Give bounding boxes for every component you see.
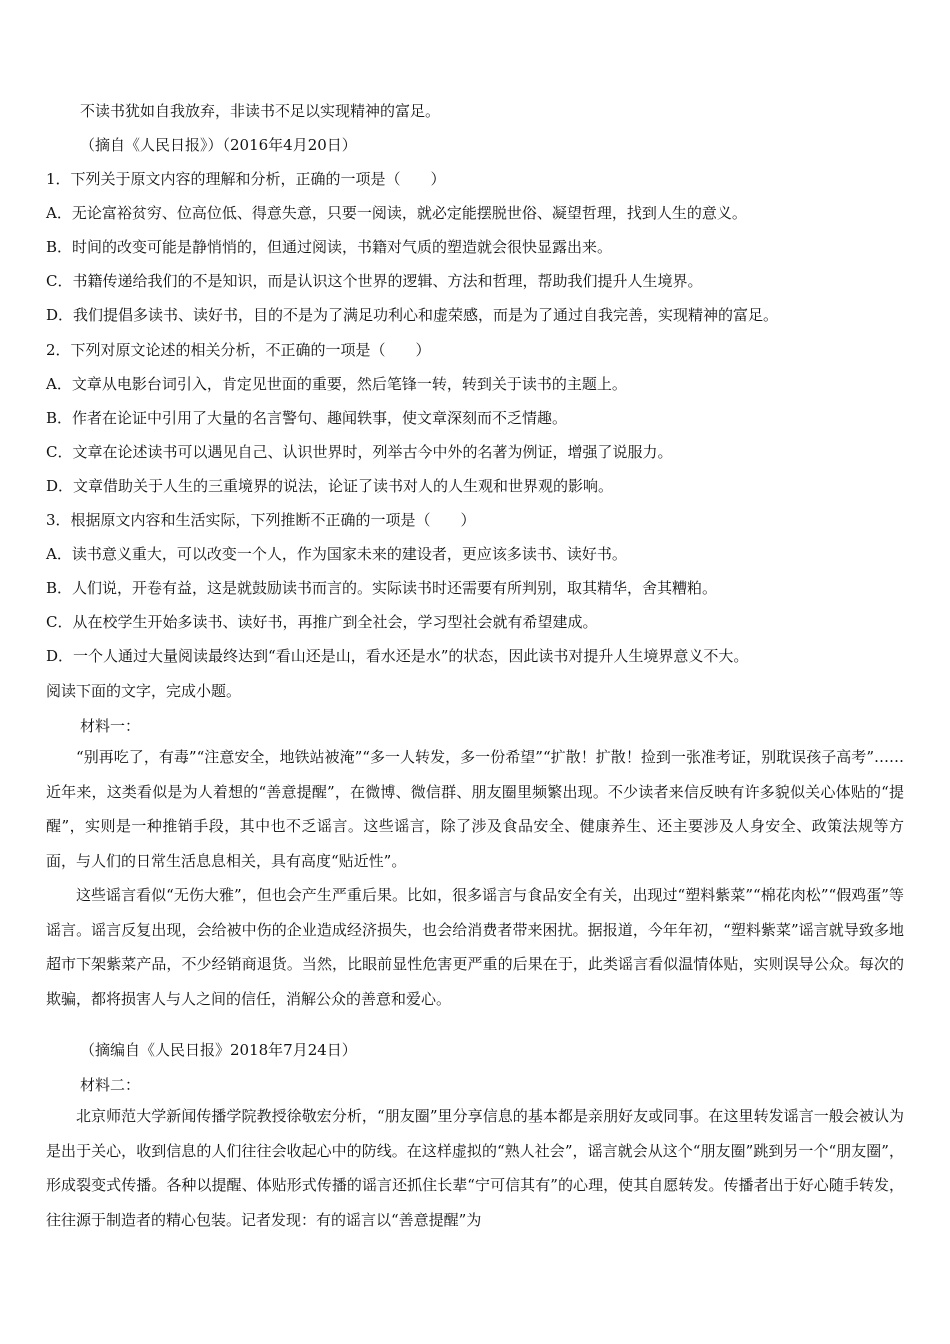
material-2-heading: 材料二： — [80, 1076, 141, 1094]
question-1-stem: 1．下列关于原文内容的理解和分析，正确的一项是（ ） — [46, 170, 446, 188]
question-1-option-b: B．时间的改变可能是静悄悄的，但通过阅读，书籍对气质的塑造就会很快显露出来。 — [46, 238, 613, 256]
question-2-option-a: A．文章从电影台词引入，肯定见世面的重要，然后笔锋一转，转到关于读书的主题上。 — [46, 375, 627, 393]
question-2-option-b: B．作者在论证中引用了大量的名言警句、趣闻轶事，使文章深刻而不乏情趣。 — [46, 409, 568, 427]
question-3-option-d: D．一个人通过大量阅读最终达到“看山还是山，看水还是水”的状态，因此读书对提升人生境界意义不大。 — [46, 647, 749, 665]
question-3-option-a: A．读书意义重大，可以改变一个人，作为国家未来的建设者，更应该多读书、读好书。 — [46, 545, 627, 563]
source-citation-2: （摘编自《人民日报》2018年7月24日） — [80, 1041, 357, 1059]
material-1-body — [46, 740, 904, 1016]
reading-instruction: 阅读下面的文字，完成小题。 — [46, 682, 242, 700]
material-1-paragraph-2: 这些谣言看似“无伤大雅”，但也会产生严重后果。比如，很多谣言与食品安全有关，出现过“塑料紫菜”“棉花肉松”“假鸡蛋”等谣言。谣言反复出现，会给被中伤的企业造成经济损失，也会给消费者带来困扰。据报道，今年年初，“塑料紫菜”谣言就导致多地超市下架紫菜产品，不少经销商退货。当然，比眼前显性危害更严重的后果在于，此类谣言看似温情体贴，实则误导公众。每次的欺骗，都将损害人与人之间的信任，消解公众的善意和爱心。 — [46, 886, 904, 1008]
question-2-stem: 2．下列对原文论述的相关分析，不正确的一项是（ ） — [46, 341, 431, 359]
source-citation-1: （摘自《人民日报》）（2016年4月20日） — [80, 136, 357, 154]
material-2-body — [46, 1099, 904, 1237]
question-3-option-b: B．人们说，开卷有益，这是就鼓励读书而言的。实际读书时还需要有所判别，取其精华，舍其糟粕。 — [46, 579, 718, 597]
question-1-option-c: C．书籍传递给我们的不是知识，而是认识这个世界的逻辑、方法和哲理，帮助我们提升人生境界。 — [46, 272, 703, 290]
question-2-option-c: C．文章在论述读书可以遇见自己、认识世界时，列举古今中外的名著为例证，增强了说服力。 — [46, 443, 673, 461]
question-1-option-d: D．我们提倡多读书、读好书，目的不是为了满足功利心和虚荣感，而是为了通过自我完善，实现精神的富足。 — [46, 306, 779, 324]
material-1-heading: 材料一： — [80, 717, 141, 735]
material-1-paragraph-1: “别再吃了，有毒”“注意安全，地铁站被淹”“多一人转发，多一份希望”“扩散！扩散！捡到一张准考证，别耽误孩子高考”……近年来，这类看似是为人着想的“善意提醒”，在微博、微信群、朋友圈里频繁出现。不少读者来信反映有许多貌似关心体贴的“提醒”，实则是一种推销手段，其中也不乏谣言。这些谣言，除了涉及食品安全、健康养生、还主要涉及人身安全、政策法规等方面，与人们的日常生活息息相关，具有高度“贴近性”。 — [46, 748, 904, 870]
material-2-paragraph-1: 北京师范大学新闻传播学院教授徐敬宏分析，“朋友圈”里分享信息的基本都是亲朋好友或同事。在这里转发谣言一般会被认为是出于关心，收到信息的人们往往会收起心中的防线。在这样虚拟的“熟人社会”，谣言就会从这个“朋友圈”跳到另一个“朋友圈”，形成裂变式传播。各种以提醒、体贴形式传播的谣言还抓住长辈“宁可信其有”的心理，使其自愿转发。传播者出于好心随手转发，往往源于制造者的精心包装。记者发现：有的谣言以“善意提醒”为 — [46, 1107, 904, 1229]
question-3-stem: 3．根据原文内容和生活实际，下列推断不正确的一项是（ ） — [46, 511, 476, 529]
question-3-option-c: C．从在校学生开始多读书、读好书，再推广到全社会，学习型社会就有希望建成。 — [46, 613, 598, 631]
question-2-option-d: D．文章借助关于人生的三重境界的说法，论证了读书对人的人生观和世界观的影响。 — [46, 477, 614, 495]
question-1-option-a: A．无论富裕贫穷、位高位低、得意失意，只要一阅读，就必定能摆脱世俗、凝望哲理，找到人生的意义。 — [46, 204, 747, 222]
intro-closing-sentence: 不读书犹如自我放弃，非读书不足以实现精神的富足。 — [80, 102, 441, 120]
